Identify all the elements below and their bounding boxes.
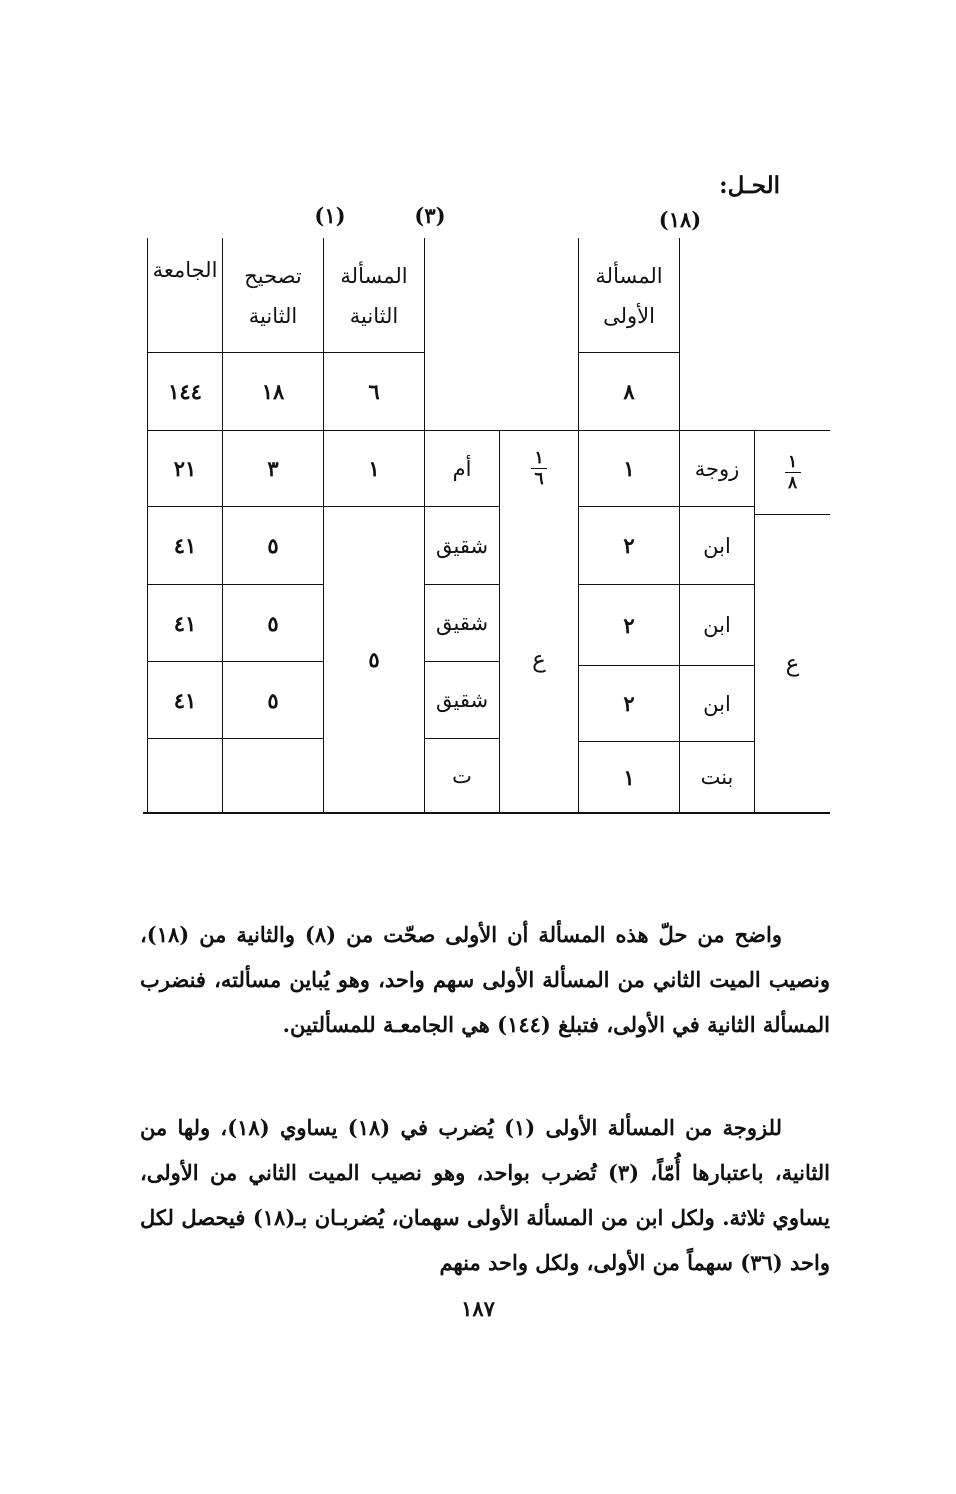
heir-cell: ابن (703, 691, 731, 716)
first-share-cell: ١ (623, 456, 635, 481)
marker-second-problem: (٣) (414, 203, 446, 228)
second-group-value: ٥ (368, 647, 380, 672)
combined-cell: ٤١ (173, 687, 197, 713)
first-share-cell: ١ (623, 764, 635, 790)
solution-label: الحـل: (719, 172, 780, 199)
correction-cell: ٥ (267, 610, 279, 636)
share2-fraction: $\frac{١}{٦}$ (500, 431, 578, 506)
heir2-cell: شقيق (435, 688, 489, 712)
base-combined: ١٤٤ (168, 379, 202, 404)
share-fraction: $\frac{١}{٨}$ (755, 431, 830, 514)
paragraph-1: واضح من حلّ هذه المسألة أن الأولى صحّت من (٨) والثانية من (١٨)، ونصيب الميت الثاني من المسألة الأولى سهم واحد، وهو يُباين مسألته، فنضرب المسألة الثانية في الأولى، فتبلغ (١٤٤) هي الجامعـة للمسألتين. (140, 922, 830, 1037)
header-combined: الجامعة (152, 258, 218, 282)
first-share-cell: ٢ (623, 691, 635, 716)
marker-first-problem: (١٨) (658, 207, 702, 232)
combined-cell: ٢١ (173, 456, 197, 481)
header-second-correction: تصحيح الثانية (244, 264, 302, 328)
combined-cell (148, 739, 222, 812)
paragraph-explanation (140, 912, 830, 1047)
correction-cell: ٥ (267, 533, 279, 558)
header-first-problem: المسألة الأولى (595, 264, 663, 328)
combined-cell: ٤١ (173, 610, 197, 636)
heir2-cell: شقيق (435, 611, 489, 635)
residual-first: ع (785, 650, 800, 677)
first-share-cell: ٢ (623, 612, 635, 638)
heir2-cell: شقيق (435, 533, 489, 558)
base-first: ٨ (623, 379, 635, 404)
combined-cell: ٤١ (173, 533, 197, 558)
paragraph-2: للزوجة من المسألة الأولى (١) يُضرب في (١٨) يساوي (١٨)، ولها من الثانية، باعتبارها أُمّاً، (٣) تُضرب بواحد، وهو نصيب الميت الثاني من الأولى، يساوي ثلاثة. ولكل ابن من المسألة الأولى سهمان، يُضربـان بـ(١٨) فيحصل لكل واحد (٣٦) سهماً من الأولى، ولكل واحد منهم (140, 1115, 830, 1275)
heir-cell: بنت (700, 765, 734, 789)
second-share-cell: ١ (368, 456, 380, 481)
heir2-cell: أم (452, 456, 472, 481)
correction-cell: ٣ (267, 456, 279, 481)
correction-cell (223, 739, 323, 812)
heir-cell: زوجة (694, 456, 740, 481)
header-second-problem: المسألة الثانية (340, 264, 408, 328)
residual-second: ع (532, 646, 546, 673)
heir-cell: ابن (703, 533, 731, 558)
page-number: ١٨٧ (461, 1296, 495, 1321)
correction-cell: ٥ (267, 687, 279, 713)
heir-cell: ابن (703, 613, 731, 637)
base-second: ٦ (368, 379, 380, 404)
marker-correction: (١) (314, 203, 346, 228)
base-correction: ١٨ (261, 379, 285, 404)
first-share-cell: ٢ (623, 533, 635, 558)
paragraph-calculation (140, 1105, 830, 1285)
heir2-cell: ت (452, 763, 472, 788)
